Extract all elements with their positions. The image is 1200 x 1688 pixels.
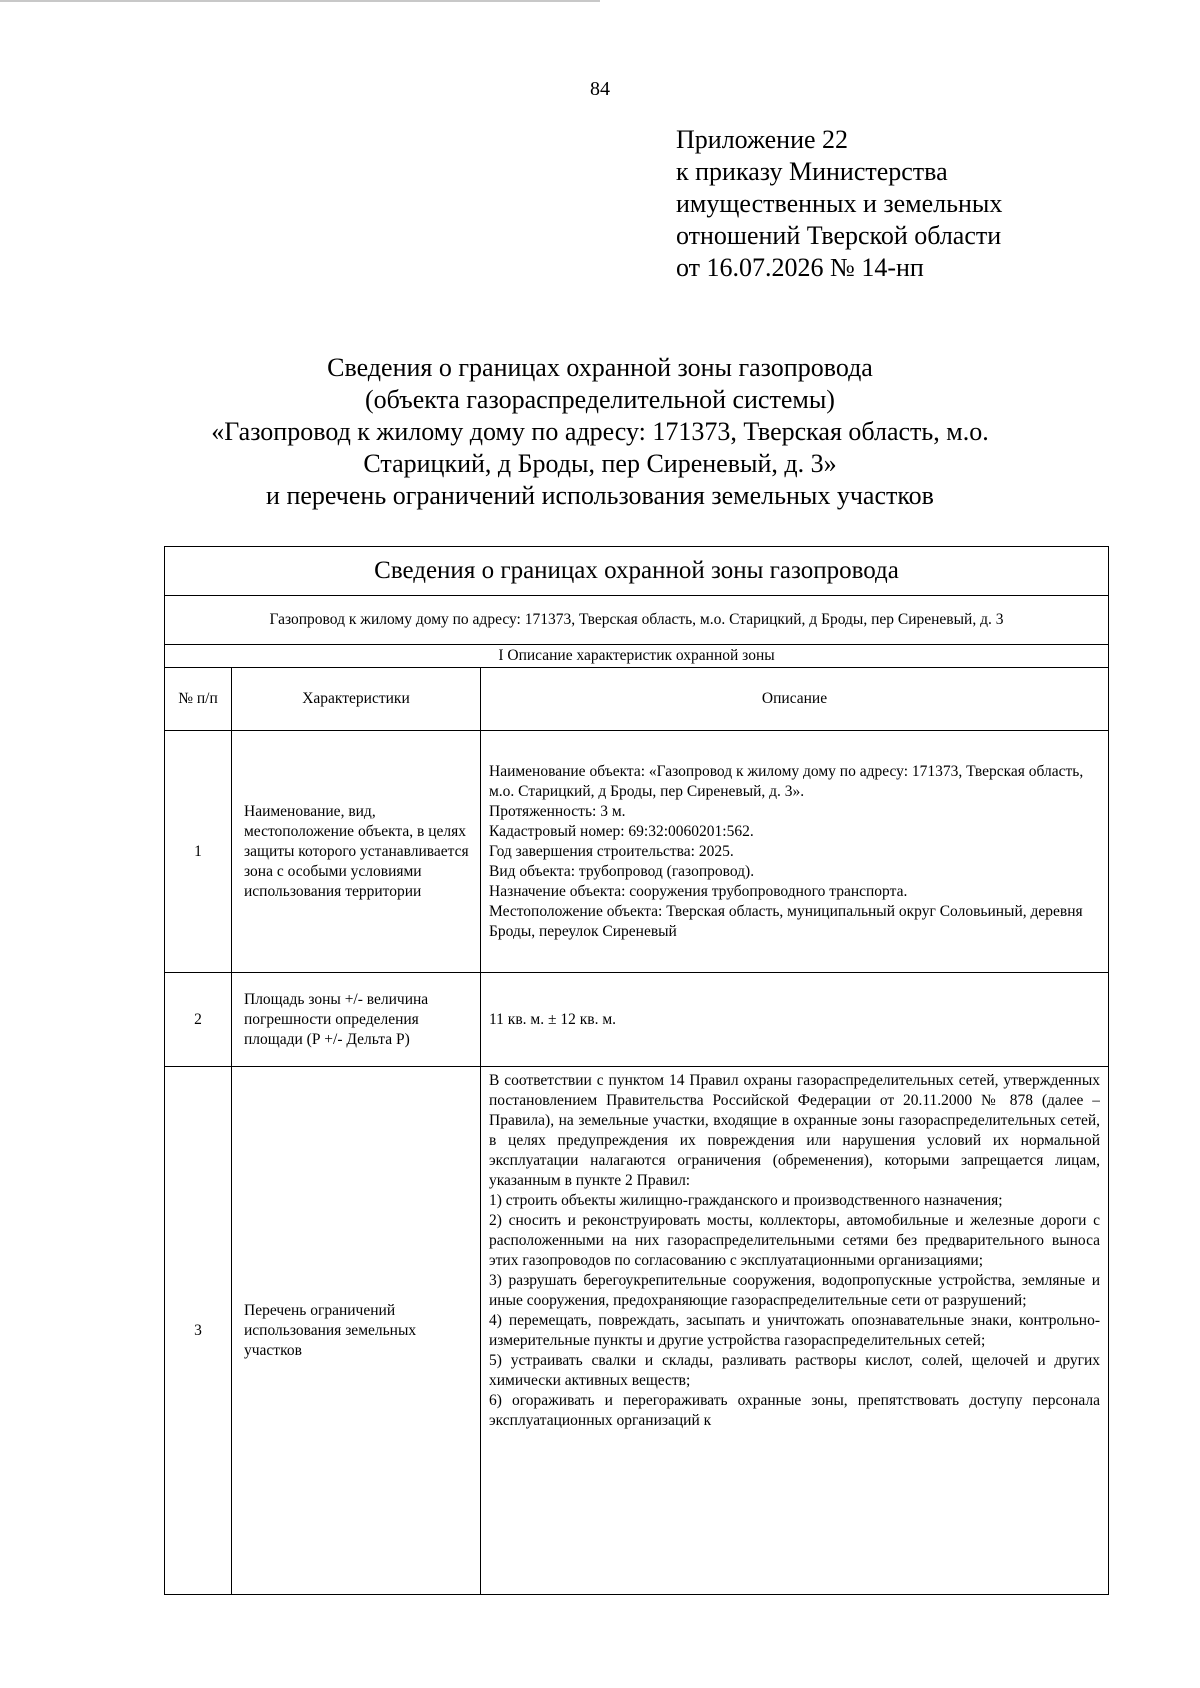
description-line: Протяженность: 3 м. [489, 802, 626, 820]
appendix-line: отношений Тверской области [676, 221, 1002, 250]
header-characteristic: Характеристики [232, 668, 481, 731]
page-number: 84 [590, 78, 610, 100]
table-row [165, 973, 1109, 1067]
description-line: Кадастровый номер: 69:32:0060201:562. [489, 822, 754, 840]
table-row [165, 1067, 1109, 1595]
title-line: и перечень ограничений использования земельных участков [266, 481, 934, 510]
table-row [165, 731, 1109, 973]
row-characteristic: Наименование, вид, местоположение объекта, в целях защиты которого устанавливается зона с особыми условиями использования территории [232, 731, 481, 973]
title-line: Старицкий, д Броды, пер Сиреневый, д. 3» [363, 449, 837, 478]
row-characteristic: Площадь зоны +/- величина погрешности определения площади (Р +/- Дельта Р) [232, 973, 481, 1067]
appendix-line: от 16.07.2026 № 14-нп [676, 253, 924, 282]
document-title [150, 352, 1050, 512]
description-line: 2) сносить и реконструировать мосты, коллекторы, автомобильные и железные дороги с расположенными на них газораспределительными сетями без предварительного выноса этих газопроводов по согласованию с эксплуатационными организациями; [489, 1212, 1101, 1269]
description-line: Наименование объекта: «Газопровод к жилому дому по адресу: 171373, Тверская область, м.о. Старицкий, д Броды, пер Сиреневый, д. 3». [489, 762, 1084, 800]
description-line: 1) строить объекты жилищно-гражданского и производственного назначения; [489, 1192, 1003, 1209]
description-line: В соответствии с пунктом 14 Правил охраны газораспределительных сетей, утвержденных постановлением Правительства Российской Федерации от 20.11.2000 № 878 (далее – Правила), на земельные участки, входящие в охранные зоны газораспределительных сетей, в целях предупреждения их повреждения или нарушения условий их нормальной эксплуатации налагаются ограничения (обременения), которыми запрещается лицам, указанным в пункте 2 Правил: [489, 1072, 1101, 1189]
description-line: 4) перемещать, повреждать, засыпать и уничтожать опознавательные знаки, контрольно-измерительные пункты и другие устройства газораспределительных сетей; [489, 1312, 1101, 1349]
table-title: Сведения о границах охранной зоны газопровода [165, 547, 1109, 596]
table-section-heading: I Описание характеристик охранной зоны [165, 645, 1109, 668]
appendix-block [676, 124, 1002, 284]
title-line: Сведения о границах охранной зоны газопровода [327, 353, 873, 382]
title-line: «Газопровод к жилому дому по адресу: 171373, Тверская область, м.о. [211, 417, 989, 446]
description-line: Год завершения строительства: 2025. [489, 842, 734, 860]
appendix-line: к приказу Министерства [676, 157, 948, 186]
row-characteristic: Перечень ограничений использования земельных участков [232, 1067, 481, 1595]
row-num: 1 [165, 731, 232, 973]
description-line: 6) огораживать и перегораживать охранные зоны, препятствовать доступу персонала эксплуатационных организаций к [489, 1392, 1101, 1429]
title-line: (объекта газораспределительной системы) [365, 385, 835, 414]
description-line: 5) устраивать свалки и склады, разливать растворы кислот, солей, щелочей и других химически активных веществ; [489, 1352, 1101, 1389]
header-description: Описание [481, 668, 1109, 731]
row-num: 2 [165, 973, 232, 1067]
appendix-line: Приложение 22 [676, 125, 849, 154]
description-line: Вид объекта: трубопровод (газопровод). [489, 862, 755, 880]
row-num: 3 [165, 1067, 232, 1595]
table-header-row [165, 668, 1109, 731]
description-line: Назначение объекта: сооружения трубопроводного транспорта. [489, 882, 908, 900]
description-line: Местоположение объекта: Тверская область, муниципальный округ Соловьиный, деревня Броды, переулок Сиреневый [489, 902, 1083, 940]
row-description [481, 1067, 1109, 1595]
header-num: № п/п [165, 668, 232, 731]
row-description: 11 кв. м. ± 12 кв. м. [481, 973, 1109, 1067]
zone-table [164, 546, 1109, 1595]
row-description [481, 731, 1109, 973]
description-line: 3) разрушать берегоукрепительные сооружения, водопропускные устройства, земляные и иные сооружения, предохраняющие газораспределительные сети от разрушений; [489, 1272, 1101, 1309]
table-object-name: Газопровод к жилому дому по адресу: 171373, Тверская область, м.о. Старицкий, д Броды, пер Сиреневый, д. 3 [165, 596, 1109, 645]
appendix-line: имущественных и земельных [676, 189, 1003, 218]
scan-edge [0, 0, 600, 2]
